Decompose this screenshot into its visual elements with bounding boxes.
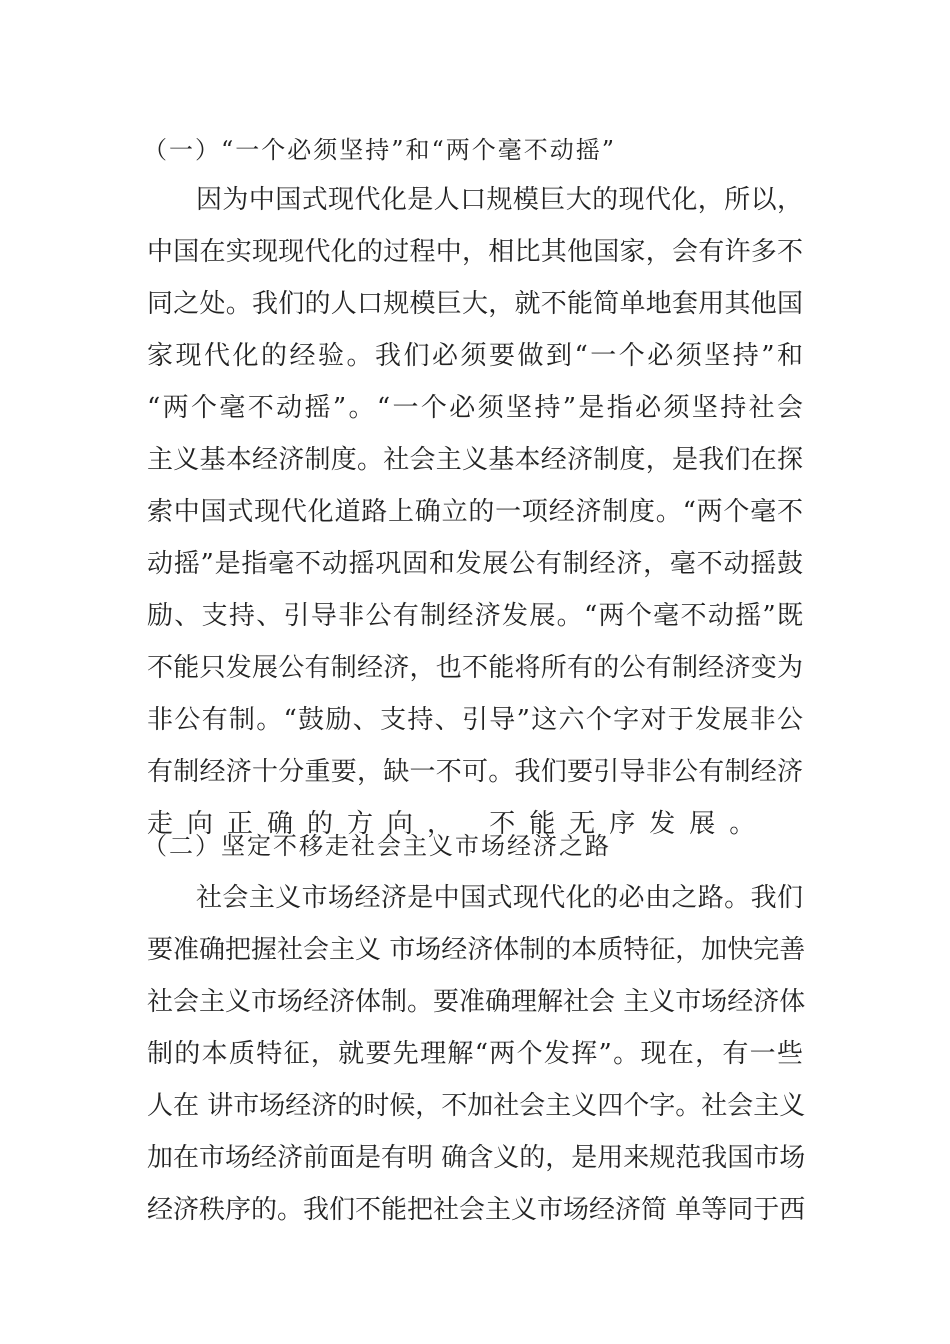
paragraph-line: 人在 讲市场经济的时候，不加社会主义四个字。社会主义 (147, 1091, 806, 1121)
paragraph-line: 要准确把握社会主义 市场经济体制的本质特征，加快完善 (147, 935, 806, 965)
section-heading-2: （二）坚定不移走社会主义市场经济之路 (143, 832, 611, 860)
paragraph-line: 中国在实现现代化的过程中，相比其他国家，会有许多不 (147, 237, 803, 267)
paragraph-line: 有制经济十分重要，缺一不可。我们要引导非公有制经济 (147, 757, 803, 787)
section-heading-1: （一）“一个必须坚持”和“两个毫不动摇” (143, 136, 617, 164)
paragraph-line: 励、支持、引导非公有制经济发展。“两个毫不动摇”既 (147, 601, 803, 631)
paragraph-line: 索中国式现代化道路上确立的一项经济制度。“两个毫不 (147, 497, 803, 527)
paragraph-line: 经济秩序的。我们不能把社会主义市场经济简 单等同于西 (147, 1195, 806, 1225)
paragraph-line: 非公有制。“鼓励、支持、引导”这六个字对于发展非公 (147, 705, 803, 735)
paragraph-line: 走向正确的方向， 不能无序发展。 (147, 809, 770, 839)
paragraph-line: 社会主义市场经济体制。要准确理解社会 主义市场经济体 (147, 987, 806, 1017)
paragraph-line: 因为中国式现代化是人口规模巨大的现代化，所以， (196, 185, 803, 215)
paragraph-line: 家现代化的经验。我们必须要做到“一个必须坚持”和 (147, 341, 803, 371)
paragraph-line: 主义基本经济制度。社会主义基本经济制度，是我们在探 (147, 445, 803, 475)
paragraph-line: 社会主义市场经济是中国式现代化的必由之路。我们 (196, 883, 803, 913)
paragraph-line: “两个毫不动摇”。“一个必须坚持”是指必须坚持社会 (147, 393, 803, 423)
paragraph-line: 加在市场经济前面是有明 确含义的，是用来规范我国市场 (147, 1143, 806, 1173)
paragraph-line: 动摇”是指毫不动摇巩固和发展公有制经济，毫不动摇鼓 (147, 549, 803, 579)
paragraph-line: 不能只发展公有制经济，也不能将所有的公有制经济变为 (147, 653, 803, 683)
paragraph-line: 同之处。我们的人口规模巨大，就不能简单地套用其他国 (147, 289, 803, 319)
paragraph-line: 制的本质特征，就要先理解“两个发挥”。现在，有一些 (147, 1039, 803, 1069)
